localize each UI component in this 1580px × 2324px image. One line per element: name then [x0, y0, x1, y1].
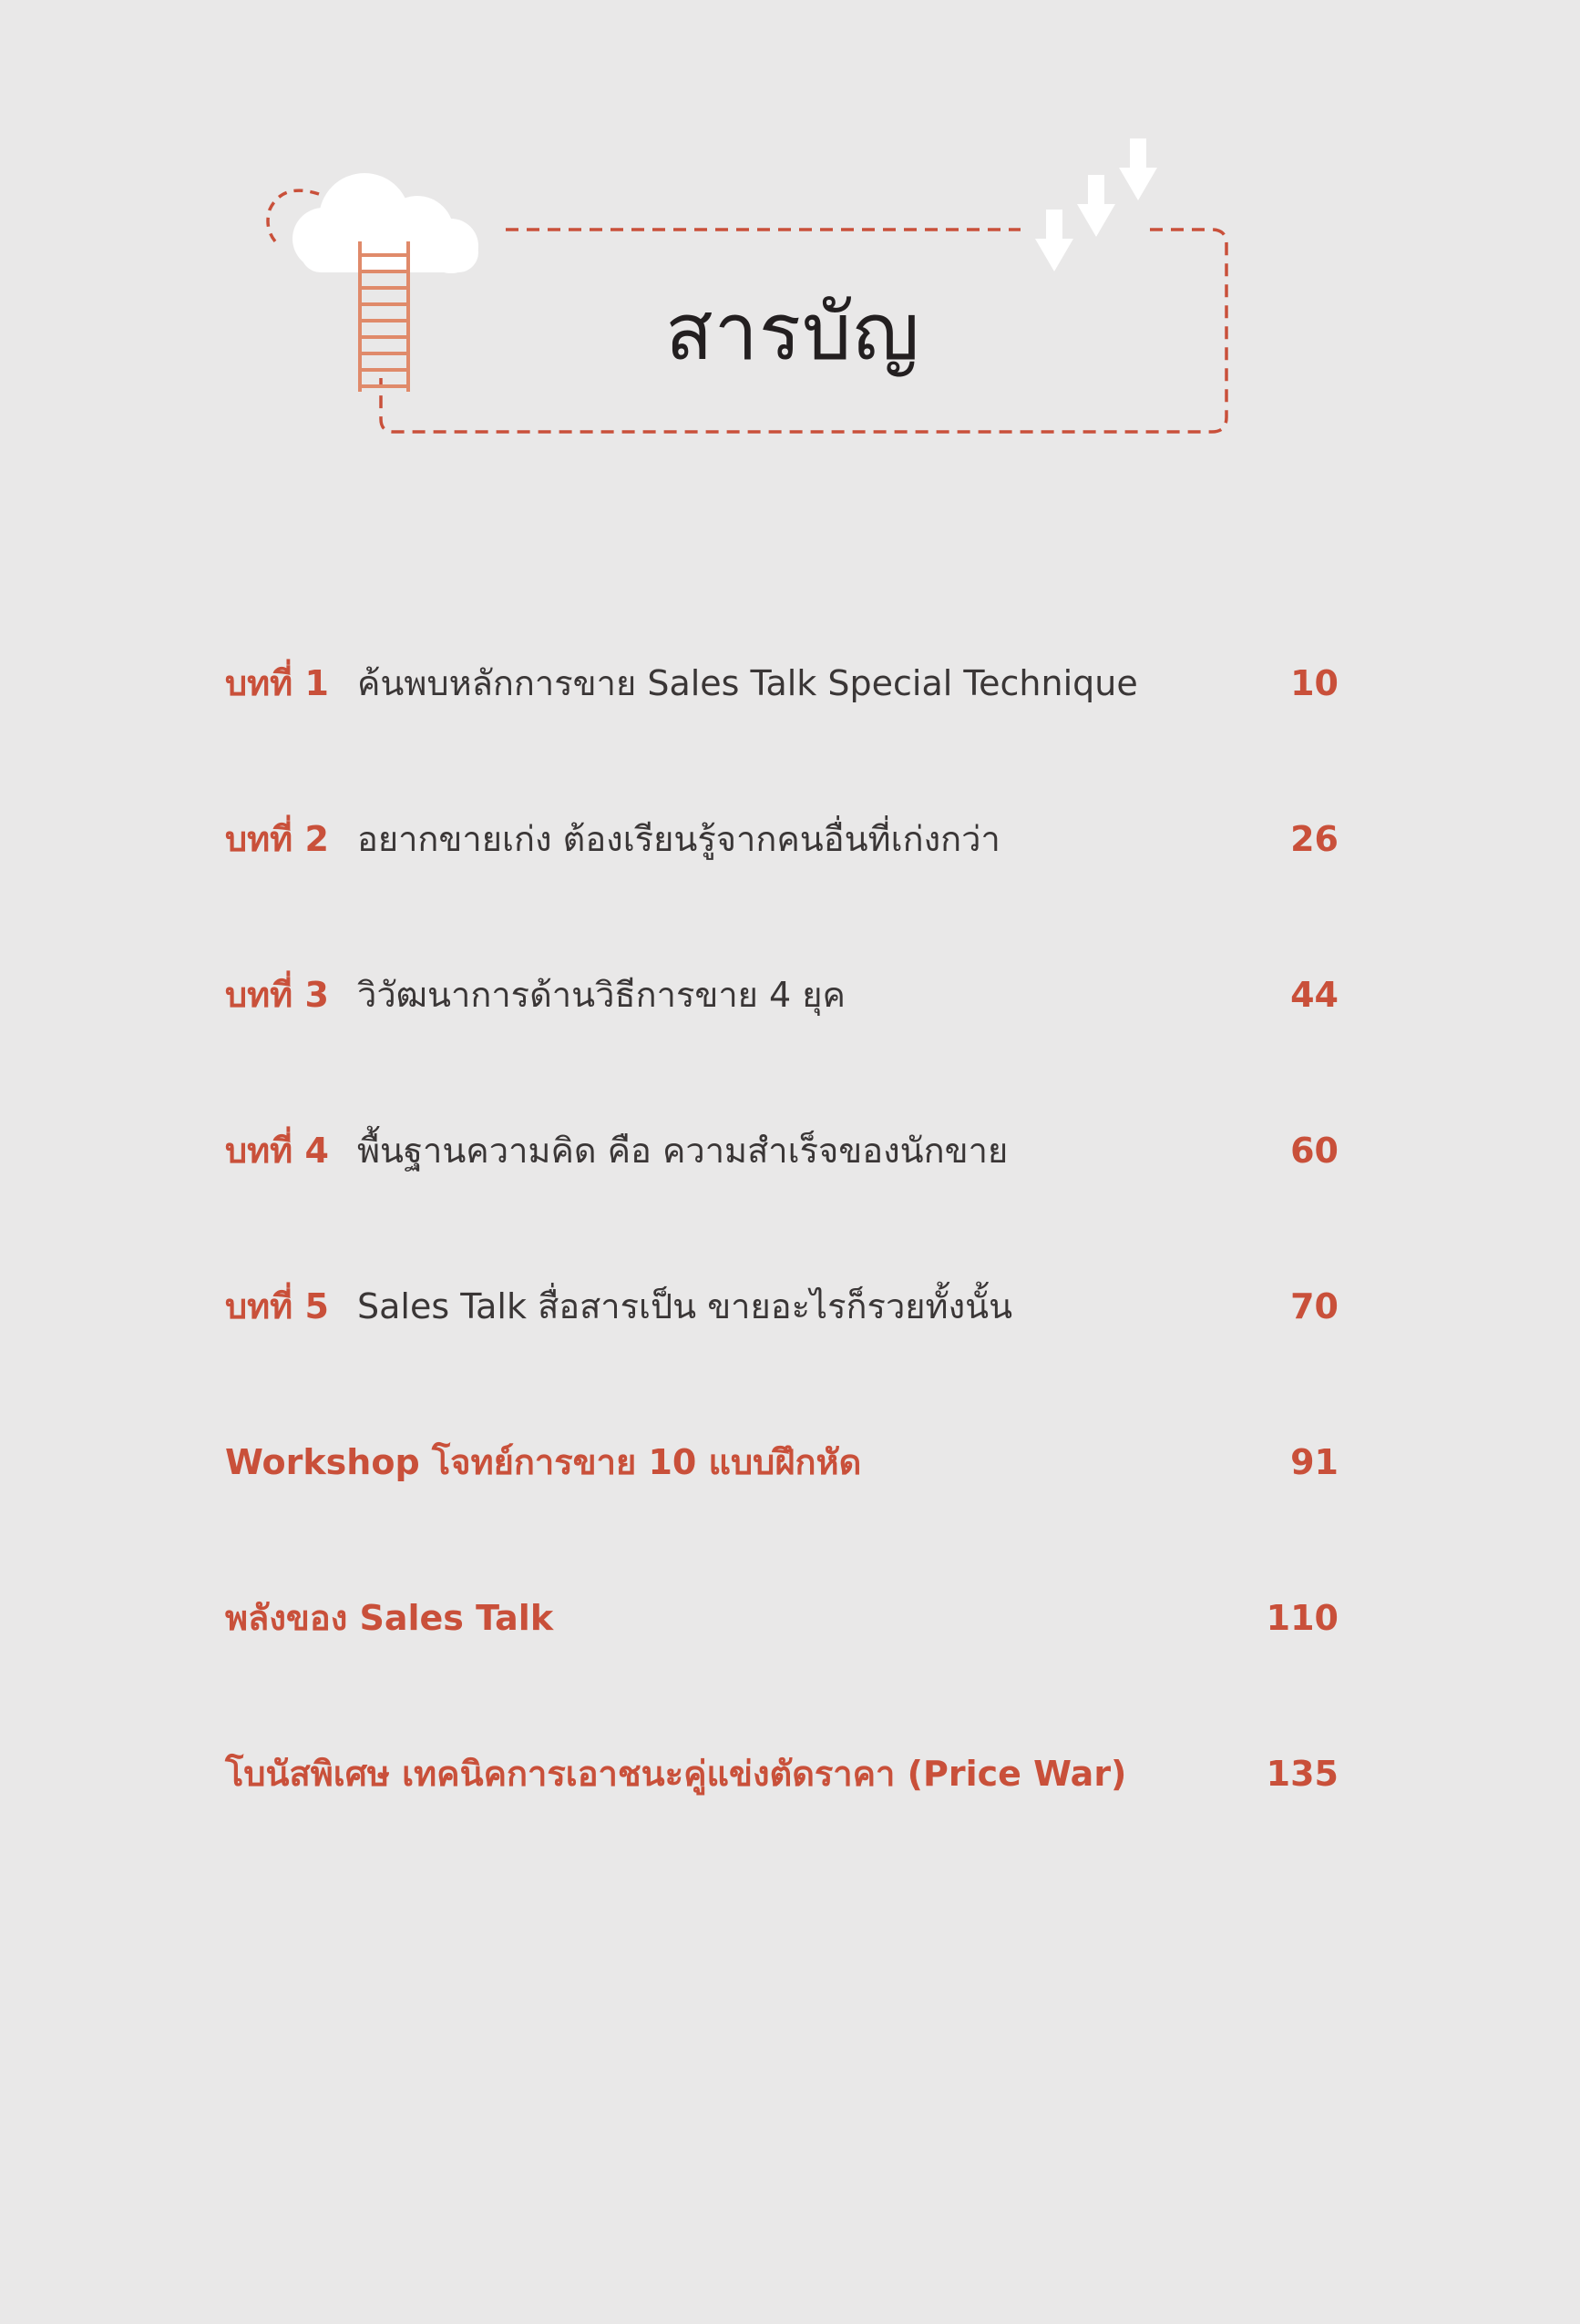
down-arrow-icons: [1035, 138, 1157, 271]
chapter-label: บทที่ 1: [225, 663, 329, 703]
page-title: สารบัญ: [665, 287, 920, 378]
toc-entry: [225, 1261, 1012, 1352]
chapter-label: บทที่ 2: [225, 819, 329, 859]
special-section-title: Workshop โจทย์การขาย 10 แบบฝึกหัด: [225, 1442, 862, 1482]
page-number: 44: [1290, 975, 1339, 1015]
toc-row[interactable]: [225, 619, 1339, 775]
special-section-title: โบนัสพิเศษ เทคนิคการเอาชนะคู่แข่งตัดราคา (Price War): [225, 1754, 1127, 1794]
page-number: 26: [1290, 819, 1339, 859]
chapter-label: บทที่ 3: [225, 975, 329, 1015]
toc-row[interactable]: [225, 775, 1339, 931]
special-section-title: พลังของ Sales Talk: [225, 1598, 554, 1638]
toc-entry: [225, 949, 846, 1040]
chapter-label: บทที่ 4: [225, 1131, 329, 1171]
chapter-title: Sales Talk สื่อสารเป็น ขายอะไรก็รวยทั้งนั้น: [357, 1286, 1013, 1326]
chapter-label: บทที่ 5: [225, 1286, 329, 1326]
toc-entry: [225, 793, 1000, 885]
toc-row-special[interactable]: [225, 1398, 1339, 1554]
chapter-title: อยากขายเก่ง ต้องเรียนรู้จากคนอื่นที่เก่งกว่า: [357, 819, 1000, 859]
page-number: 135: [1266, 1754, 1339, 1794]
toc-row-special[interactable]: [225, 1710, 1339, 1866]
table-of-contents: [225, 619, 1339, 1866]
header-illustration: [0, 0, 1580, 474]
chapter-title: พื้นฐานความคิด คือ ความสำเร็จของนักขาย: [357, 1131, 1009, 1171]
toc-entry: [225, 1105, 1008, 1196]
toc-row[interactable]: [225, 1243, 1339, 1398]
chapter-title: วิวัฒนาการด้านวิธีการขาย 4 ยุค: [357, 975, 846, 1015]
page-number: 10: [1290, 663, 1339, 703]
cloud-icon: [292, 173, 478, 273]
toc-row-special[interactable]: [225, 1554, 1339, 1710]
chapter-title: ค้นพบหลักการขาย Sales Talk Special Technique: [357, 663, 1138, 703]
toc-entry: [225, 638, 1138, 729]
page-number: 91: [1290, 1442, 1339, 1482]
toc-row[interactable]: [225, 931, 1339, 1087]
toc-row[interactable]: [225, 1087, 1339, 1243]
page-number: 70: [1290, 1286, 1339, 1326]
page-number: 60: [1290, 1131, 1339, 1171]
page-number: 110: [1266, 1598, 1339, 1638]
